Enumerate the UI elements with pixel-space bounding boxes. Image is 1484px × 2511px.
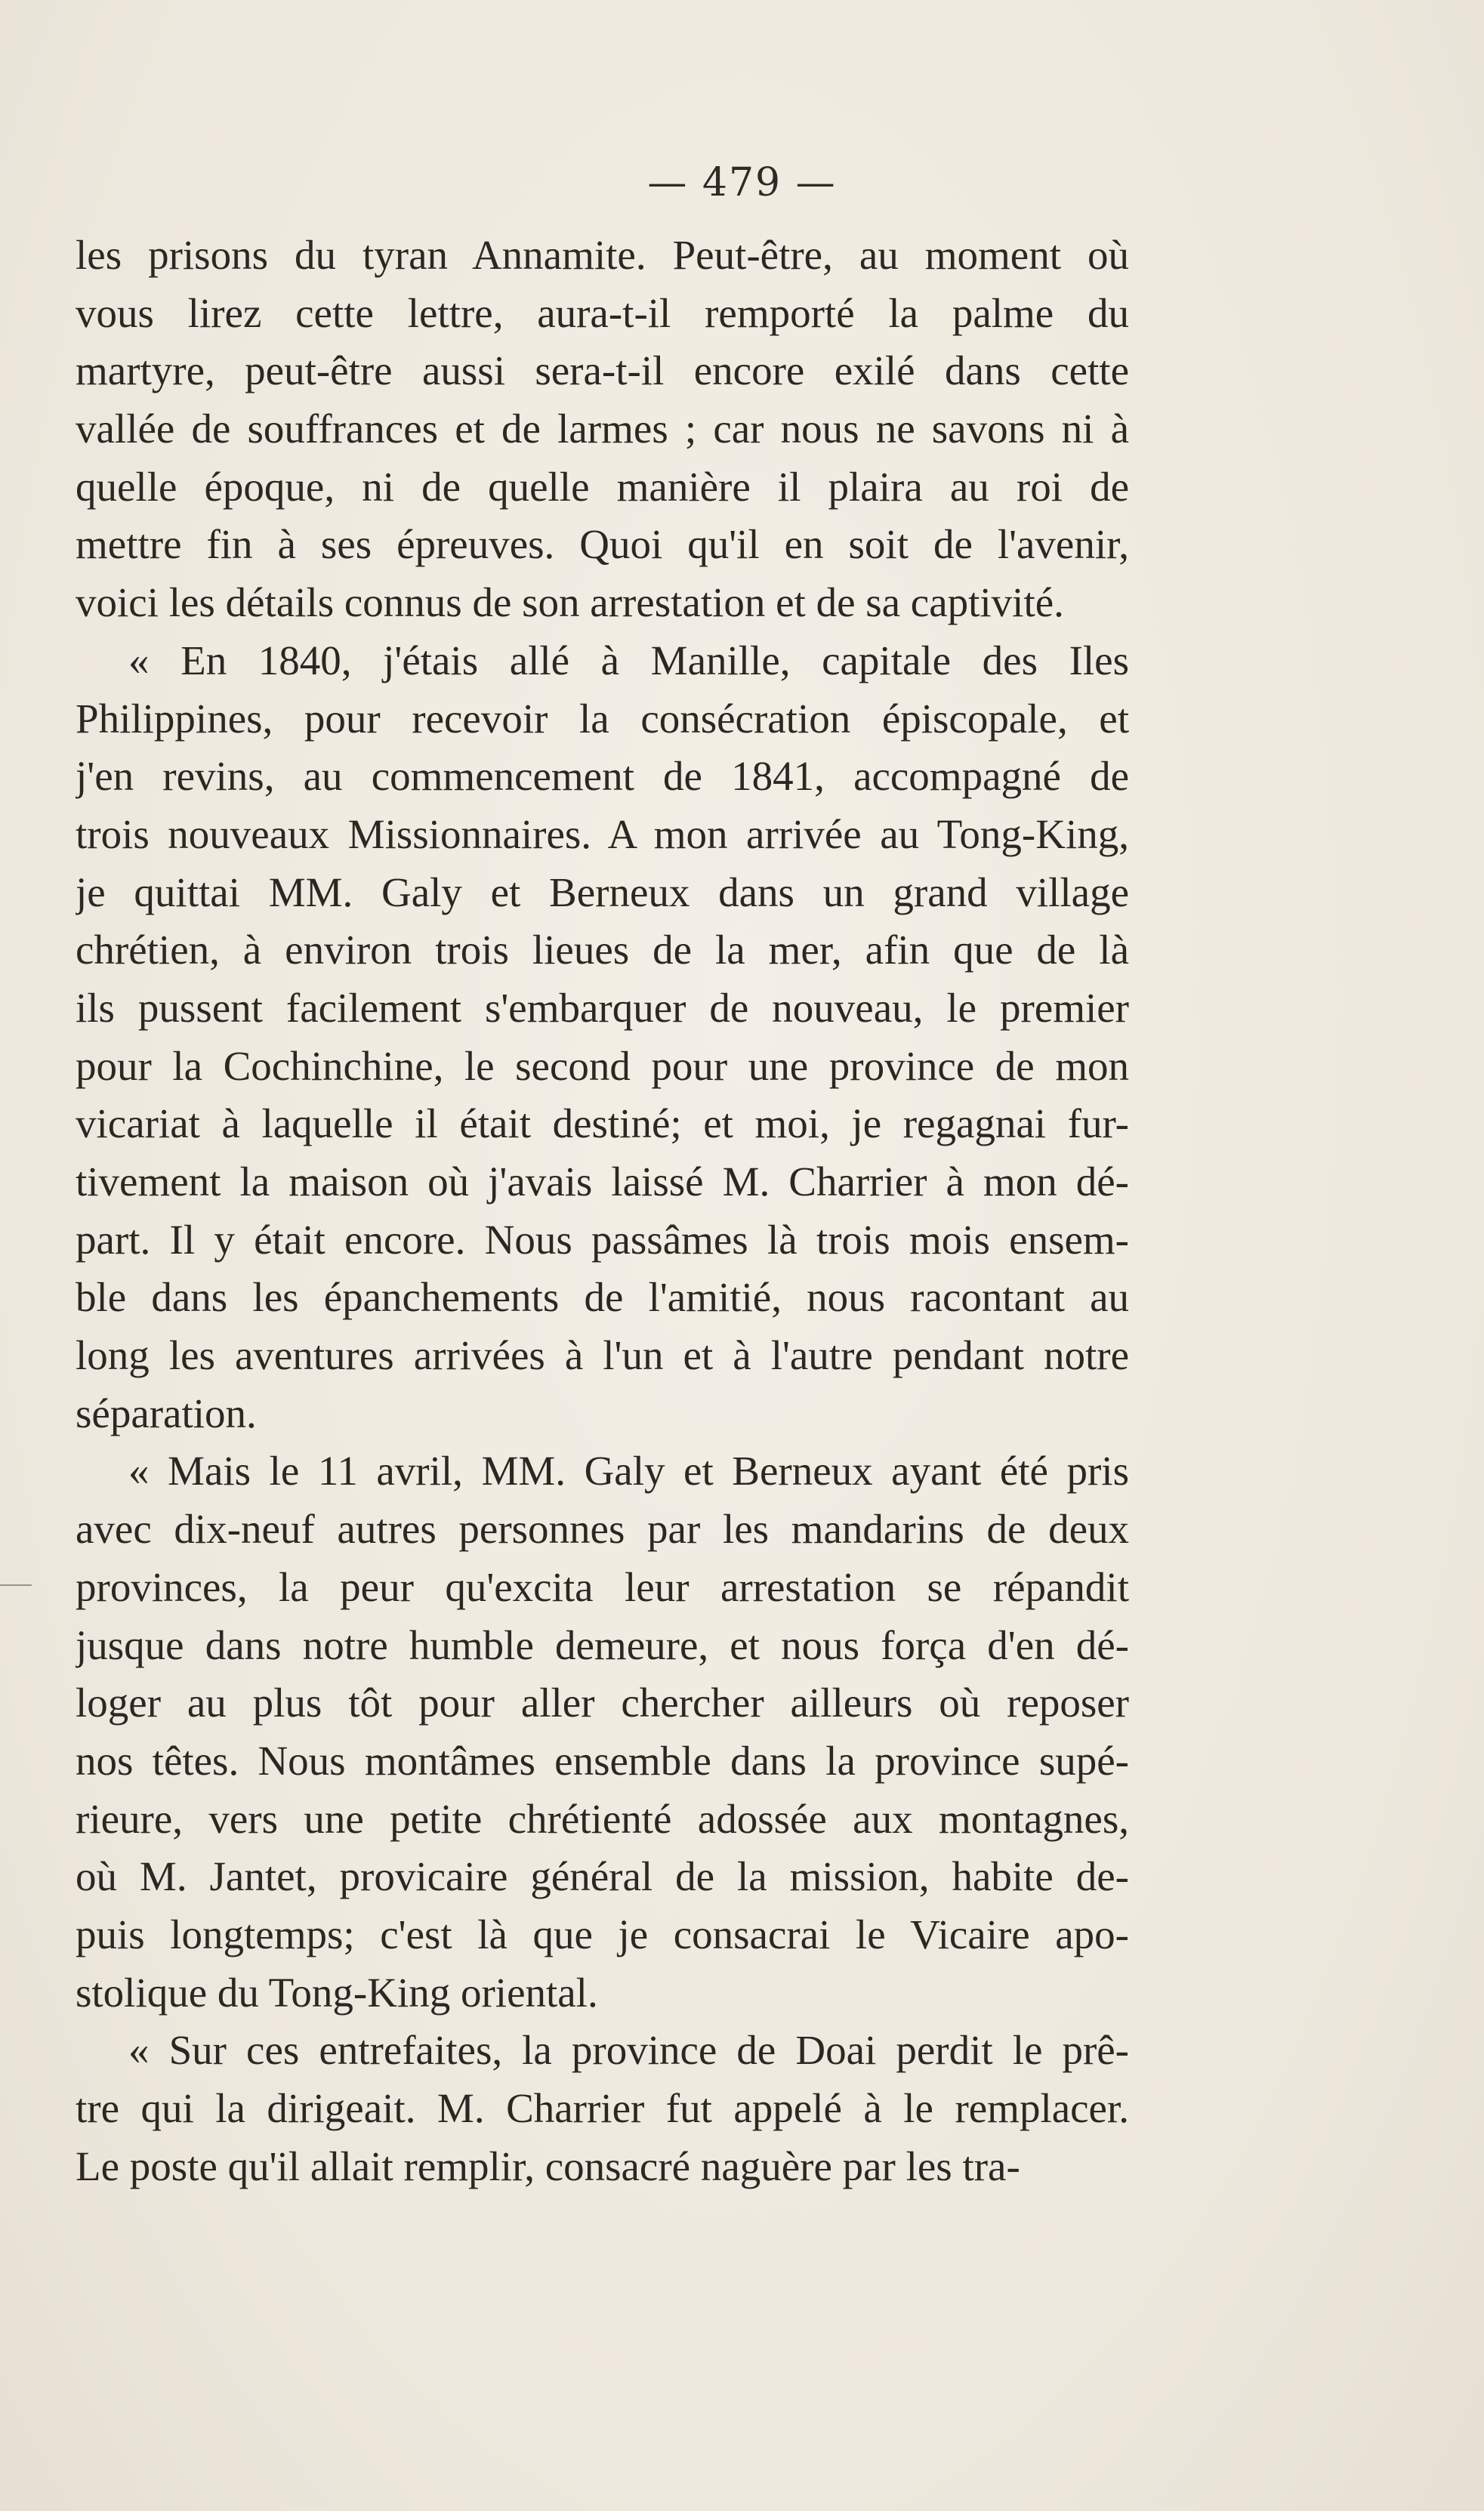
text-line: tivement la maison où j'avais laissé M. Charrier à mon dé- bbox=[76, 1158, 1129, 1205]
text-line: vous lirez cette lettre, aura-t-il remporté la palme du bbox=[76, 289, 1129, 336]
text-line: trois nouveaux Missionnaires. A mon arrivée au Tong-King, bbox=[76, 810, 1129, 857]
text-line: quelle époque, ni de quelle manière il plaira au roi de bbox=[76, 463, 1129, 510]
text-line: les prisons du tyran Annamite. Peut-être, au moment où bbox=[76, 232, 1129, 278]
text-line: chrétien, à environ trois lieues de la mer, afin que de là bbox=[76, 927, 1129, 973]
text-line: puis longtemps; c'est là que je consacrai le Vicaire apo- bbox=[76, 1911, 1129, 1957]
margin-mark bbox=[0, 1584, 32, 1586]
text-line: « Sur ces entrefaites, la province de Doai perdit le prê- bbox=[128, 2027, 1129, 2074]
text-line: Le poste qu'il allait remplir, consacré naguère par les tra- bbox=[76, 2142, 1020, 2189]
text-line: je quittai MM. Galy et Berneux dans un grand village bbox=[76, 868, 1129, 915]
text-line: j'en revins, au commencement de 1841, accompagné de bbox=[76, 753, 1129, 800]
text-line: tre qui la dirigeait. M. Charrier fut appelé à le remplacer. bbox=[76, 2085, 1129, 2131]
text-line: rieure, vers une petite chrétienté adossée aux montagnes, bbox=[76, 1795, 1129, 1842]
text-line: martyre, peut-être aussi sera-t-il encore exilé dans cette bbox=[76, 347, 1129, 394]
text-line: mettre fin à ses épreuves. Quoi qu'il en soit de l'avenir, bbox=[76, 521, 1129, 568]
text-line: long les aventures arrivées à l'un et à l'autre pendant notre bbox=[76, 1332, 1129, 1379]
page-number: — 479 — bbox=[647, 160, 837, 205]
text-line: provinces, la peur qu'excita leur arrestation se répandit bbox=[76, 1563, 1129, 1610]
text-line: jusque dans notre humble demeure, et nous força d'en dé- bbox=[76, 1621, 1129, 1668]
text-line: où M. Jantet, provicaire général de la mission, habite de- bbox=[76, 1853, 1129, 1900]
text-line: voici les détails connus de son arrestation et de sa captivité. bbox=[76, 579, 1064, 626]
text-line: nos têtes. Nous montâmes ensemble dans la province supé- bbox=[76, 1737, 1129, 1784]
text-line: ils pussent facilement s'embarquer de nouveau, le premier bbox=[76, 984, 1129, 1031]
text-line: avec dix-neuf autres personnes par les mandarins de deux bbox=[76, 1506, 1129, 1553]
text-line: stolique du Tong-King oriental. bbox=[76, 1969, 598, 2016]
text-line: vallée de souffrances et de larmes ; car nous ne savons ni à bbox=[76, 406, 1129, 452]
text-line: ble dans les épanchements de l'amitié, nous racontant au bbox=[76, 1274, 1129, 1321]
body-text bbox=[76, 227, 1129, 2195]
text-line: part. Il y était encore. Nous passâmes là trois mois ensem- bbox=[76, 1216, 1129, 1263]
text-line: « Mais le 11 avril, MM. Galy et Berneux ayant été pris bbox=[128, 1448, 1129, 1495]
text-line: séparation. bbox=[76, 1390, 257, 1436]
text-line: pour la Cochinchine, le second pour une province de mon bbox=[76, 1042, 1129, 1089]
text-line: Philippines, pour recevoir la consécration épiscopale, et bbox=[76, 695, 1129, 742]
text-line: « En 1840, j'étais allé à Manille, capitale des Iles bbox=[128, 637, 1129, 683]
text-line: loger au plus tôt pour aller chercher ailleurs où reposer bbox=[76, 1680, 1129, 1726]
text-line: vicariat à laquelle il était destiné; et moi, je regagnai fur- bbox=[76, 1100, 1129, 1147]
